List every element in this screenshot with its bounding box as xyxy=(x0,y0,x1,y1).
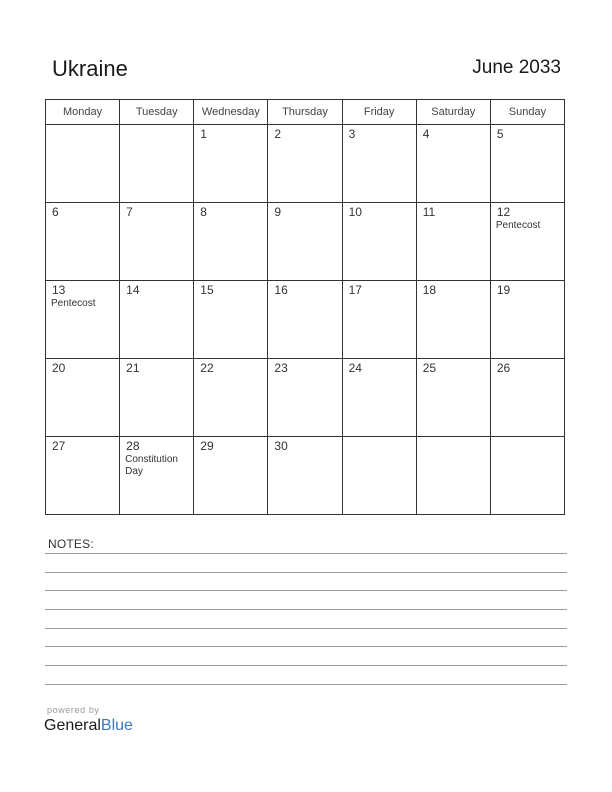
calendar-day-cell xyxy=(342,125,416,203)
calendar-week-row xyxy=(46,203,565,281)
calendar-day-cell xyxy=(342,281,416,359)
day-number: 28 xyxy=(126,439,140,453)
brand-logo xyxy=(44,717,133,735)
day-number: 8 xyxy=(200,205,207,219)
note-line xyxy=(45,628,567,629)
day-number: 9 xyxy=(274,205,282,219)
day-number: 2 xyxy=(274,127,282,141)
holiday-label: Pentecost xyxy=(51,298,96,309)
day-number: 24 xyxy=(348,361,362,375)
day-number: 30 xyxy=(274,439,288,453)
calendar-day-cell xyxy=(46,203,120,281)
calendar-day-cell xyxy=(490,359,564,437)
day-number: 21 xyxy=(126,361,140,375)
holiday-label: Constitution Day xyxy=(125,454,178,477)
calendar-day-cell xyxy=(490,203,564,281)
weekday-header: Monday xyxy=(46,100,120,125)
calendar-day-cell xyxy=(268,437,342,515)
calendar-day-cell xyxy=(416,125,490,203)
calendar-week-row xyxy=(46,437,565,515)
calendar-day-cell xyxy=(46,281,120,359)
brand-general: General xyxy=(44,717,101,734)
day-number: 4 xyxy=(422,127,430,141)
calendar-day-cell xyxy=(268,281,342,359)
country-title: Ukraine xyxy=(52,56,128,81)
note-line xyxy=(45,572,567,573)
day-number: 19 xyxy=(496,283,511,297)
day-number: 23 xyxy=(274,361,288,375)
calendar-day-cell xyxy=(194,281,268,359)
day-number: 13 xyxy=(52,283,66,297)
day-number: 16 xyxy=(274,283,288,297)
day-number: 29 xyxy=(200,439,214,453)
calendar-day-cell xyxy=(416,281,490,359)
calendar-day-cell xyxy=(120,281,194,359)
day-number: 1 xyxy=(200,127,207,141)
calendar-day-cell xyxy=(194,125,268,203)
calendar-day-cell xyxy=(194,203,268,281)
calendar-day-cell xyxy=(268,125,342,203)
month-year-title: June 2033 xyxy=(472,57,561,78)
note-line xyxy=(45,553,567,554)
day-number: 5 xyxy=(496,127,504,141)
day-number: 10 xyxy=(348,205,362,219)
weekday-header: Sunday xyxy=(490,100,564,125)
day-number: 20 xyxy=(52,361,66,375)
note-line xyxy=(45,684,567,685)
weekday-header: Tuesday xyxy=(120,100,194,125)
calendar-day-cell xyxy=(490,281,564,359)
powered-by-text: powered by xyxy=(47,705,100,715)
notes-label: NOTES: xyxy=(48,537,94,551)
day-number: 14 xyxy=(126,283,140,297)
calendar-day-cell xyxy=(46,359,120,437)
day-number: 6 xyxy=(52,205,59,219)
day-number: 15 xyxy=(200,283,214,297)
day-number: 17 xyxy=(348,283,362,297)
day-number: 7 xyxy=(126,205,133,219)
day-number: 11 xyxy=(422,205,436,219)
calendar-day-cell xyxy=(342,437,416,515)
calendar-day-cell xyxy=(416,359,490,437)
note-line xyxy=(45,646,567,647)
note-line xyxy=(45,665,567,666)
weekday-header: Wednesday xyxy=(194,100,268,125)
calendar-day-cell xyxy=(46,125,120,203)
calendar-week-row xyxy=(46,281,565,359)
calendar-day-cell xyxy=(46,437,120,515)
day-number: 27 xyxy=(52,439,66,453)
day-number: 25 xyxy=(422,361,437,375)
calendar-day-cell xyxy=(194,359,268,437)
calendar-week-row xyxy=(46,125,565,203)
calendar-week-row xyxy=(46,359,565,437)
day-number: 18 xyxy=(422,283,437,297)
calendar-day-cell xyxy=(194,437,268,515)
calendar-day-cell xyxy=(342,203,416,281)
day-number: 12 xyxy=(496,205,511,219)
weekday-header: Thursday xyxy=(268,100,342,125)
calendar-day-cell xyxy=(490,125,564,203)
calendar-day-cell xyxy=(120,359,194,437)
calendar-day-cell xyxy=(342,359,416,437)
calendar-grid xyxy=(45,99,565,515)
calendar-day-cell xyxy=(490,437,564,515)
holiday-label: Pentecost xyxy=(495,220,541,231)
note-line xyxy=(45,590,567,591)
brand-blue: Blue xyxy=(100,717,133,734)
calendar-day-cell xyxy=(120,125,194,203)
calendar-day-cell xyxy=(120,203,194,281)
calendar-day-cell xyxy=(268,359,342,437)
calendar-day-cell xyxy=(268,203,342,281)
day-number: 3 xyxy=(348,127,356,141)
weekday-header-row xyxy=(46,100,565,125)
day-number: 26 xyxy=(496,361,511,375)
note-line xyxy=(45,609,567,610)
weekday-header: Saturday xyxy=(416,100,490,125)
calendar-day-cell xyxy=(120,437,194,515)
calendar-day-cell xyxy=(416,203,490,281)
day-number: 22 xyxy=(200,361,214,375)
calendar-day-cell xyxy=(416,437,490,515)
weekday-header: Friday xyxy=(342,100,416,125)
